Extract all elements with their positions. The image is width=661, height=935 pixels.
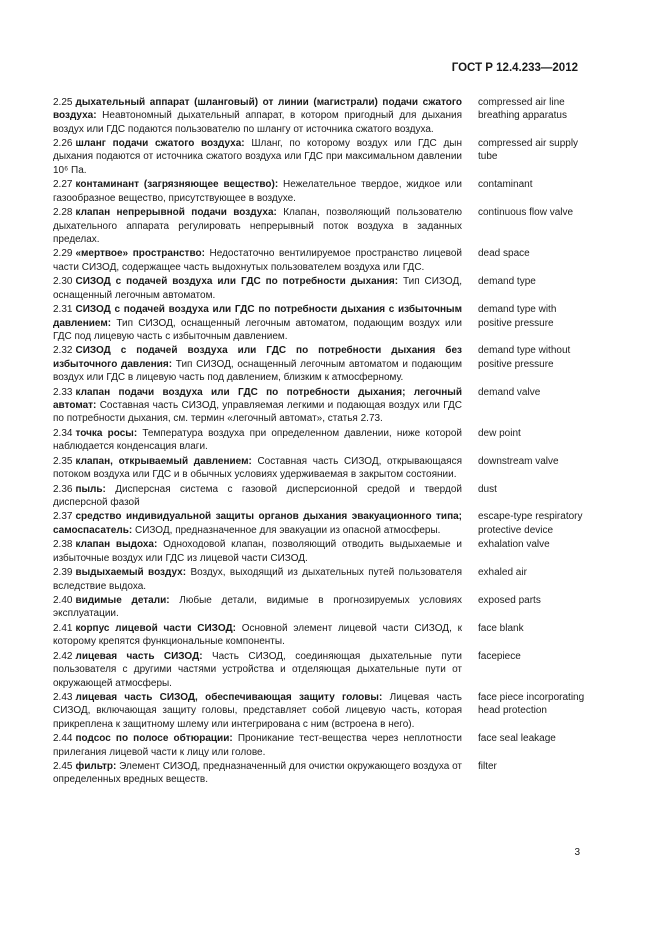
term-english: demand type — [478, 276, 536, 288]
term-definition: Любые детали, видимые в прогнозируемых условиях эксплуатации. — [53, 595, 463, 620]
term-definition-ru — [53, 760, 462, 787]
term-english: dew point — [478, 427, 521, 439]
term-entry — [53, 344, 593, 384]
term-number: 2.30 — [53, 276, 73, 288]
term-entry — [53, 691, 593, 731]
term-english: exhalation valve — [478, 539, 550, 551]
term-name: контаминант (загрязняющее вещество): — [75, 179, 279, 191]
document-id: ГОСТ Р 12.4.233—2012 — [451, 62, 578, 74]
term-definition-ru — [53, 206, 462, 246]
term-name: средство индивидуальной защиты органов дыхания эвакуационного типа; самоспасатель: — [53, 511, 462, 536]
term-name: «мертвое» пространство: — [75, 248, 205, 260]
term-definition: Часть СИЗОД, соединяющая дыхательные пути пользователя с другими частями устройства и отделяющая дыхательные пути от окружающей атмосферы. — [53, 650, 462, 689]
term-english: face piece incorporating head protection — [478, 692, 585, 717]
term-definition: Воздух, выходящий из дыхательных путей пользователя вследствие выдоха. — [53, 567, 462, 592]
term-name: СИЗОД с подачей воздуха или ГДС по потребности дыхания без избыточного давления: — [53, 345, 462, 370]
term-entry — [53, 386, 593, 426]
term-entry — [53, 455, 593, 482]
term-definition: Лицевая часть СИЗОД, включающая защиту головы, представляет собой лицевую часть, которая прикреплена к защитному шлему или интегрирована с ним (встроена в него). — [53, 692, 463, 730]
term-name: лицевая часть СИЗОД: — [75, 650, 203, 662]
term-number: 2.40 — [53, 595, 73, 607]
term-number: 2.26 — [53, 138, 73, 150]
term-definition-ru — [53, 455, 462, 482]
term-number: 2.41 — [53, 623, 73, 635]
term-definition: Шланг, по которому воздух или ГДС дын дыхания подаются от источника сжатого воздуха или ГДС при максимальном давлении 10⁶ Па. — [53, 138, 463, 176]
term-name: точка росы: — [75, 427, 138, 439]
term-number: 2.36 — [53, 483, 73, 495]
term-name: корпус лицевой части СИЗОД: — [75, 623, 236, 635]
term-entry — [53, 206, 593, 246]
term-list — [53, 96, 593, 788]
page-number: 3 — [574, 847, 580, 858]
term-name: СИЗОД с подачей воздуха или ГДС по потребности дыхания: — [75, 276, 399, 288]
term-entry — [53, 622, 593, 649]
term-number: 2.34 — [53, 427, 73, 439]
term-definition: Элемент СИЗОД, предназначенный для очистки окружающего воздуха от определенных вредных веществ. — [53, 761, 462, 786]
term-definition: Температура воздуха при определенном давлении, ниже которой наблюдается конденсация влаги. — [53, 427, 462, 453]
term-entry — [53, 275, 593, 302]
term-number: 2.33 — [53, 386, 73, 398]
term-definition-ru — [53, 96, 462, 136]
term-definition-ru — [53, 650, 462, 690]
term-definition: Основной элемент лицевой части СИЗОД, к которому крепятся функциональные компоненты. — [53, 623, 463, 648]
term-number: 2.28 — [53, 207, 73, 219]
term-english: compressed air supply tube — [478, 138, 579, 163]
term-number: 2.35 — [53, 455, 73, 467]
term-name: шланг подачи сжатого воздуха: — [75, 138, 245, 150]
term-number: 2.29 — [53, 248, 73, 260]
term-english: escape-type respiratory protective device — [478, 511, 583, 536]
term-number: 2.37 — [53, 511, 73, 523]
term-name: фильтр: — [75, 761, 117, 773]
term-definition-ru — [53, 386, 462, 426]
term-entry — [53, 303, 593, 343]
term-name: видимые детали: — [75, 595, 170, 607]
term-name: клапан, открываемый давлением: — [75, 455, 252, 467]
term-english: contaminant — [478, 179, 533, 191]
term-name: выдыхаемый воздух: — [75, 567, 187, 579]
term-entry — [53, 483, 593, 510]
term-number: 2.42 — [53, 650, 73, 662]
term-number: 2.31 — [53, 304, 73, 316]
term-definition: Составная часть СИЗОД, управляемая легкими и подающая воздух или ГДС по потребности дыхания, см. термин «легочный автомат», статья 2.73. — [53, 399, 462, 425]
term-name: клапан подачи воздуха или ГДС по потребности дыхания; легочный автомат: — [53, 386, 462, 411]
term-definition: СИЗОД, предназначенное для эвакуации из опасной атмосферы. — [134, 524, 441, 536]
term-entry — [53, 247, 593, 274]
term-entry — [53, 760, 593, 787]
term-english: face seal leakage — [478, 733, 556, 745]
term-definition-ru — [53, 275, 462, 302]
term-entry — [53, 96, 593, 136]
term-number: 2.25 — [53, 97, 73, 108]
term-number: 2.32 — [53, 345, 73, 357]
term-english: demand valve — [478, 386, 541, 398]
term-definition: Составная часть СИЗОД, открывающаяся потоком воздуха или ГДС и в обычных условиях удерживаемая в закрытом состоянии. — [53, 455, 462, 480]
term-name: клапан непрерывной подачи воздуха: — [75, 207, 277, 219]
term-definition-ru — [53, 427, 462, 454]
term-definition: Нежелательное твердое, жидкое или газообразное вещество, присутствующее в воздухе. — [53, 179, 462, 204]
term-english: compressed air line breathing apparatus — [478, 97, 567, 122]
term-entry — [53, 427, 593, 454]
term-number: 2.38 — [53, 539, 73, 551]
term-number: 2.44 — [53, 733, 73, 745]
term-english: exposed parts — [478, 595, 541, 607]
term-definition-ru — [53, 691, 462, 731]
term-definition-ru — [53, 178, 462, 205]
term-entry — [53, 510, 593, 537]
term-english: face blank — [478, 623, 524, 635]
term-definition: Дисперсная система с газовой дисперсионной средой и твердой дисперсной фазой — [53, 483, 462, 508]
term-number: 2.39 — [53, 567, 73, 579]
term-entry — [53, 137, 593, 177]
term-name: подсос по полосе обтюрации: — [75, 733, 233, 745]
term-definition: Проникание тест-вещества через неплотности прилегания лицевой части к лицу или голове. — [53, 733, 463, 758]
term-english: demand type without positive pressure — [478, 345, 571, 370]
term-definition: Неавтономный дыхательный аппарат, в котором пригодный для дыхания воздух или ГДС подаются пользователю по шлангу от источника сжатого воздуха. — [53, 110, 462, 135]
term-definition-ru — [53, 247, 462, 274]
term-entry — [53, 538, 593, 565]
term-definition: Одноходовой клапан, позволяющий отводить выдыхаемые и избыточные воздух или ГДС из лицевой части СИЗОД. — [53, 539, 463, 564]
term-name: лицевая часть СИЗОД, обеспечивающая защиту головы: — [75, 692, 383, 704]
term-english: exhaled air — [478, 567, 527, 579]
term-definition-ru — [53, 510, 462, 537]
term-definition-ru — [53, 538, 462, 565]
term-definition-ru — [53, 566, 462, 593]
term-entry — [53, 566, 593, 593]
term-definition-ru — [53, 483, 462, 510]
term-definition: Недостаточно вентилируемое пространство лицевой части СИЗОД, содержащее часть выдохнутых пользователем воздуха или ГДС. — [53, 248, 463, 273]
term-definition-ru — [53, 303, 462, 343]
term-english: downstream valve — [478, 455, 559, 467]
term-english: demand type with positive pressure — [478, 304, 557, 329]
term-english: filter — [478, 761, 497, 773]
term-entry — [53, 594, 593, 621]
term-entry — [53, 650, 593, 690]
term-number: 2.45 — [53, 761, 73, 773]
term-number: 2.43 — [53, 692, 73, 704]
term-name: клапан выдоха: — [75, 539, 158, 551]
term-name: СИЗОД с подачей воздуха или ГДС по потребности дыхания с избыточным давлением: — [53, 304, 462, 329]
term-definition-ru — [53, 732, 462, 759]
term-definition: Тип СИЗОД, оснащенный легочным автоматом, подающим воздух или ГДС под лицевую часть с избыточным давлением. — [53, 317, 462, 342]
term-english: facepiece — [478, 650, 521, 662]
term-definition-ru — [53, 594, 462, 621]
term-definition: Клапан, позволяющий пользователю дыхательного аппарата регулировать непрерывный поток воздуха в заданных пределах. — [53, 207, 463, 245]
term-english: continuous flow valve — [478, 207, 574, 219]
term-definition: Тип СИЗОД, оснащенный легочным автоматом. — [53, 276, 462, 301]
term-definition-ru — [53, 622, 462, 649]
term-name: пыль: — [75, 483, 106, 495]
term-definition-ru — [53, 344, 462, 384]
term-definition: Тип СИЗОД, оснащенный легочным автоматом и подающим воздух или ГДС в лицевую часть под давлением, близким к атмосферному. — [53, 358, 462, 384]
term-english: dead space — [478, 248, 530, 260]
term-name: дыхательный аппарат (шланговый) от линии (магистрали) подачи сжатого воздуха: — [53, 97, 462, 122]
term-entry — [53, 732, 593, 759]
term-english: dust — [478, 483, 497, 495]
term-number: 2.27 — [53, 179, 73, 191]
term-definition-ru — [53, 137, 462, 177]
term-entry — [53, 178, 593, 205]
